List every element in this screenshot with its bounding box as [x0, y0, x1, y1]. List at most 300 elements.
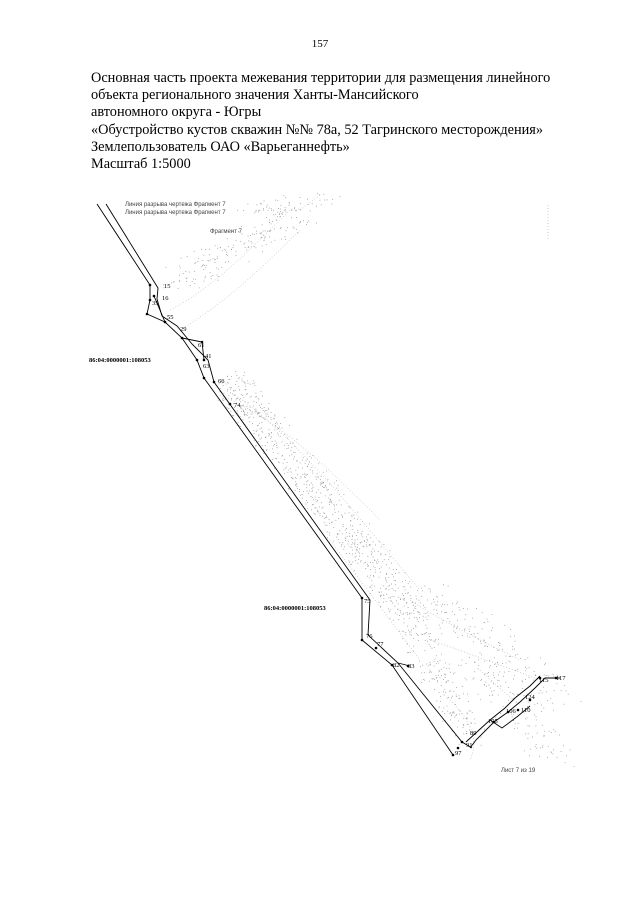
terrain-dot [269, 434, 270, 435]
terrain-dot [354, 544, 355, 545]
terrain-dot [258, 212, 259, 213]
terrain-dot [489, 637, 490, 638]
terrain-dot [198, 261, 199, 262]
terrain-dot [403, 614, 404, 615]
terrain-dot [321, 476, 322, 477]
terrain-dot [247, 406, 248, 407]
terrain-dot [389, 568, 390, 569]
terrain-dot [533, 680, 534, 681]
terrain-dot [264, 240, 265, 241]
terrain-dot [350, 564, 351, 565]
terrain-dot [237, 413, 238, 414]
terrain-dot [312, 504, 313, 505]
terrain-dot [369, 523, 370, 524]
terrain-dot [405, 593, 406, 594]
terrain-dot [550, 698, 551, 699]
terrain-dot [307, 222, 308, 223]
terrain-dot [398, 609, 399, 610]
terrain-dot [294, 208, 295, 209]
terrain-dot [450, 672, 451, 673]
terrain-dot [404, 618, 405, 619]
sheet-label: Лист 7 из 19 [501, 768, 536, 774]
terrain-dot [293, 459, 294, 460]
terrain-dot [211, 278, 212, 279]
terrain-dot [390, 618, 391, 619]
terrain-dot [388, 559, 389, 560]
terrain-dot [426, 664, 427, 665]
terrain-dot [223, 398, 224, 399]
point-label: 115 [539, 677, 549, 684]
terrain-dot [503, 706, 504, 707]
terrain-dot [383, 585, 384, 586]
terrain-dot [301, 476, 302, 477]
terrain-dot [275, 425, 276, 426]
terrain-dot [286, 467, 287, 468]
terrain-dot [278, 428, 279, 429]
terrain-dot [411, 632, 412, 633]
terrain-dot [302, 494, 303, 495]
terrain-dot [332, 514, 333, 515]
terrain-dot [447, 711, 448, 712]
terrain-dot [566, 691, 567, 692]
terrain-dot [248, 383, 249, 384]
terrain-dot [544, 675, 545, 676]
break-line-label: Линия разрыва чертежа Фрагмент 7 [125, 202, 226, 208]
terrain-dot [506, 656, 507, 657]
terrain-dot [343, 524, 344, 525]
terrain-dot [239, 400, 240, 401]
terrain-dot [312, 488, 313, 489]
terrain-dot [243, 419, 244, 420]
terrain-dot [195, 279, 196, 280]
terrain-dot [294, 457, 295, 458]
terrain-dot [227, 389, 228, 390]
terrain-dot [421, 682, 422, 683]
terrain-dot [386, 594, 387, 595]
terrain-dot [271, 210, 272, 211]
faint-contours [170, 195, 548, 760]
terrain-dot [482, 629, 483, 630]
terrain-dot [260, 233, 261, 234]
terrain-dot [476, 608, 477, 609]
terrain-dot [389, 589, 390, 590]
terrain-dot [357, 519, 358, 520]
terrain-dot [467, 724, 468, 725]
terrain-dot [317, 510, 318, 511]
terrain-dot [379, 602, 380, 603]
terrain-dot [534, 671, 535, 672]
terrain-dot [205, 249, 206, 250]
terrain-dot [441, 633, 442, 634]
terrain-dot [325, 496, 326, 497]
terrain-dot [383, 595, 384, 596]
terrain-dot [258, 425, 259, 426]
terrain-dot [442, 595, 443, 596]
terrain-dot [275, 214, 276, 215]
terrain-dot [373, 541, 374, 542]
terrain-dot [246, 394, 247, 395]
terrain-dot [471, 723, 472, 724]
terrain-dot [316, 206, 317, 207]
terrain-dot [313, 499, 314, 500]
point-label: 124 [525, 694, 535, 701]
terrain-dot [313, 504, 314, 505]
terrain-dot [231, 411, 232, 412]
terrain-dot [392, 596, 393, 597]
terrain-dot [260, 407, 261, 408]
terrain-dot [183, 273, 184, 274]
terrain-dot [490, 665, 491, 666]
terrain-dot [543, 708, 544, 709]
terrain-dot [293, 227, 294, 228]
terrain-dot [256, 431, 257, 432]
terrain-dot [245, 389, 246, 390]
terrain-dot [331, 204, 332, 205]
terrain-dot [372, 553, 373, 554]
terrain-dot [355, 540, 356, 541]
terrain-dot [269, 433, 270, 434]
terrain-dot [289, 455, 290, 456]
terrain-dot [312, 485, 313, 486]
terrain-dot [366, 545, 367, 546]
terrain-dot [524, 751, 525, 752]
point-label: 41 [205, 353, 212, 360]
terrain-dot [373, 566, 374, 567]
terrain-dot [512, 646, 513, 647]
point-label: 106 [506, 708, 516, 715]
terrain-dot [466, 680, 467, 681]
terrain-dot [402, 638, 403, 639]
terrain-dot [244, 243, 245, 244]
terrain-dot [420, 666, 421, 667]
terrain-dot [263, 235, 264, 236]
terrain-dot [391, 584, 392, 585]
terrain-dot [457, 620, 458, 621]
terrain-dot [327, 531, 328, 532]
terrain-dot [220, 247, 221, 248]
terrain-dot [417, 590, 418, 591]
terrain-dot [250, 235, 251, 236]
terrain-dot [300, 203, 301, 204]
terrain-dot [484, 640, 485, 641]
terrain-dot [380, 554, 381, 555]
terrain-dot [459, 698, 460, 699]
terrain-dot [289, 425, 290, 426]
terrain-dot [484, 729, 485, 730]
terrain-dot [194, 251, 195, 252]
terrain-dot [525, 679, 526, 680]
terrain-dot [429, 636, 430, 637]
terrain-dot [276, 458, 277, 459]
terrain-dot [354, 570, 355, 571]
terrain-dot [282, 214, 283, 215]
terrain-dot [473, 642, 474, 643]
terrain-dot [329, 532, 330, 533]
terrain-dot [357, 549, 358, 550]
terrain-dot [179, 275, 180, 276]
terrain-dot [435, 605, 436, 606]
terrain-dot [273, 452, 274, 453]
page-number: 157 [311, 38, 329, 50]
terrain-dot [528, 702, 529, 703]
terrain-dot [460, 610, 461, 611]
terrain-dot [381, 595, 382, 596]
terrain-dot [371, 580, 372, 581]
terrain-dot [179, 266, 180, 267]
terrain-dot [536, 748, 537, 749]
terrain-dot [481, 679, 482, 680]
terrain-dot [287, 438, 288, 439]
terrain-dot [262, 432, 263, 433]
terrain-dot [405, 632, 406, 633]
terrain-dot [317, 500, 318, 501]
terrain-dot [369, 578, 370, 579]
terrain-dot [217, 256, 218, 257]
terrain-dot [357, 512, 358, 513]
terrain-dot [361, 535, 362, 536]
terrain-dot [441, 654, 442, 655]
terrain-dot [410, 634, 411, 635]
terrain-dot [218, 269, 219, 270]
terrain-dot [542, 747, 543, 748]
terrain-dot [323, 512, 324, 513]
terrain-dot [284, 434, 285, 435]
terrain-dot [285, 210, 286, 211]
terrain-dot [405, 590, 406, 591]
terrain-dot [264, 411, 265, 412]
terrain-dot [444, 695, 445, 696]
terrain-dot [474, 633, 475, 634]
terrain-dot [285, 207, 286, 208]
terrain-dot [324, 522, 325, 523]
terrain-dot [330, 495, 331, 496]
point-label: 82 [393, 662, 400, 669]
terrain-dot [499, 680, 500, 681]
terrain-dot [429, 672, 430, 673]
terrain-dot [252, 233, 253, 234]
terrain-dot [241, 408, 242, 409]
terrain-dot [464, 630, 465, 631]
terrain-dot [318, 512, 319, 513]
terrain-dot [309, 456, 310, 457]
terrain-dot [316, 492, 317, 493]
terrain-dot [408, 583, 409, 584]
terrain-dot [268, 408, 269, 409]
terrain-dot [330, 501, 331, 502]
terrain-dot [514, 694, 515, 695]
terrain-dot [400, 599, 401, 600]
terrain-dot [323, 194, 324, 195]
terrain-dot [223, 385, 224, 386]
terrain-dot [466, 731, 467, 732]
terrain-dot [365, 568, 366, 569]
terrain-dot [510, 662, 511, 663]
fragment-label: Фрагмент 7 [210, 229, 242, 235]
terrain-dot [552, 703, 553, 704]
terrain-dot [399, 572, 400, 573]
terrain-dot [276, 445, 277, 446]
terrain-dot [467, 713, 468, 714]
terrain-dot [261, 404, 262, 405]
terrain-dot [537, 703, 538, 704]
terrain-dot [418, 611, 419, 612]
terrain-dot [296, 210, 297, 211]
terrain-dot [437, 682, 438, 683]
terrain-dot [315, 508, 316, 509]
terrain-dot [517, 654, 518, 655]
terrain-dot [425, 607, 426, 608]
terrain-dot [245, 414, 246, 415]
terrain-dot [554, 676, 555, 677]
terrain-dot [244, 412, 245, 413]
terrain-dot [532, 737, 533, 738]
terrain-dot [436, 677, 437, 678]
terrain-dot [171, 283, 172, 284]
terrain-dot [226, 384, 227, 385]
terrain-dot [551, 732, 552, 733]
terrain-dot [517, 728, 518, 729]
terrain-dot [302, 460, 303, 461]
terrain-dot [299, 489, 300, 490]
terrain-dot [325, 525, 326, 526]
terrain-dot [296, 217, 297, 218]
terrain-dot [338, 539, 339, 540]
terrain-dot [289, 205, 290, 206]
terrain-dot [282, 442, 283, 443]
terrain-dot [349, 533, 350, 534]
terrain-dot [309, 491, 310, 492]
terrain-dot [497, 650, 498, 651]
terrain-dot [214, 259, 215, 260]
terrain-dot [300, 197, 301, 198]
terrain-dot [315, 497, 316, 498]
terrain-dot [296, 478, 297, 479]
terrain-dot [242, 381, 243, 382]
terrain-dot [430, 592, 431, 593]
terrain-dot [216, 268, 217, 269]
terrain-dot [379, 592, 380, 593]
terrain-dot [298, 467, 299, 468]
terrain-dot [195, 262, 196, 263]
terrain-dot [329, 504, 330, 505]
terrain-dot [248, 402, 249, 403]
terrain-dot [408, 607, 409, 608]
terrain-dot [430, 670, 431, 671]
terrain-dot [289, 489, 290, 490]
terrain-dot [267, 231, 268, 232]
terrain-dot [420, 614, 421, 615]
terrain-dot [259, 423, 260, 424]
terrain-dot [336, 520, 337, 521]
terrain-dot [292, 454, 293, 455]
terrain-dot [369, 545, 370, 546]
survey-point [461, 741, 464, 744]
terrain-dot [384, 598, 385, 599]
terrain-dot [246, 389, 247, 390]
terrain-dot [448, 680, 449, 681]
terrain-dot [210, 272, 211, 273]
terrain-dot [274, 240, 275, 241]
terrain-dot [351, 564, 352, 565]
terrain-dot [403, 595, 404, 596]
terrain-dot [517, 669, 518, 670]
terrain-dot [267, 442, 268, 443]
terrain-dot [329, 535, 330, 536]
terrain-dot [468, 701, 469, 702]
terrain-dot [269, 237, 270, 238]
terrain-dot [288, 472, 289, 473]
terrain-dot [379, 577, 380, 578]
terrain-dot [409, 632, 410, 633]
terrain-dot [339, 530, 340, 531]
point-label: 55 [167, 314, 174, 321]
terrain-dot [366, 542, 367, 543]
terrain-dot [325, 517, 326, 518]
terrain-dot [187, 278, 188, 279]
terrain-dot [320, 513, 321, 514]
terrain-dot [201, 249, 202, 250]
terrain-dot [513, 679, 514, 680]
terrain-dot [398, 597, 399, 598]
terrain-dot [179, 280, 180, 281]
terrain-dot [506, 682, 507, 683]
point-label: 77 [377, 641, 384, 648]
terrain-dot [295, 481, 296, 482]
terrain-dot [338, 490, 339, 491]
terrain-dot [280, 423, 281, 424]
terrain-dot [253, 383, 254, 384]
terrain-dot [385, 554, 386, 555]
terrain-dot [295, 485, 296, 486]
terrain-dot [499, 672, 500, 673]
terrain-dot [502, 649, 503, 650]
terrain-dot [351, 515, 352, 516]
terrain-dot [180, 268, 181, 269]
terrain-dot [352, 516, 353, 517]
terrain-dot [327, 200, 328, 201]
terrain-dot [460, 710, 461, 711]
terrain-dot [527, 718, 528, 719]
terrain-dot [453, 627, 454, 628]
terrain-dot [465, 629, 466, 630]
terrain-dot [510, 692, 511, 693]
terrain-dot [469, 629, 470, 630]
terrain-dot [266, 450, 267, 451]
terrain-dot [467, 719, 468, 720]
terrain-dot [548, 746, 549, 747]
terrain-dot [409, 581, 410, 582]
terrain-dot [227, 238, 228, 239]
terrain-dot [237, 398, 238, 399]
terrain-dot [467, 609, 468, 610]
terrain-dot [446, 682, 447, 683]
terrain-dot [489, 667, 490, 668]
terrain-dot [257, 425, 258, 426]
terrain-dot [312, 467, 313, 468]
terrain-dot [488, 621, 489, 622]
terrain-dot [418, 612, 419, 613]
terrain-dot [467, 713, 468, 714]
terrain-dot [345, 538, 346, 539]
terrain-dot [370, 562, 371, 563]
terrain-dot [342, 516, 343, 517]
terrain-dot [316, 479, 317, 480]
terrain-dot [263, 231, 264, 232]
terrain-dot [454, 625, 455, 626]
terrain-dot [349, 506, 350, 507]
terrain-dot [394, 596, 395, 597]
terrain-dot [497, 662, 498, 663]
